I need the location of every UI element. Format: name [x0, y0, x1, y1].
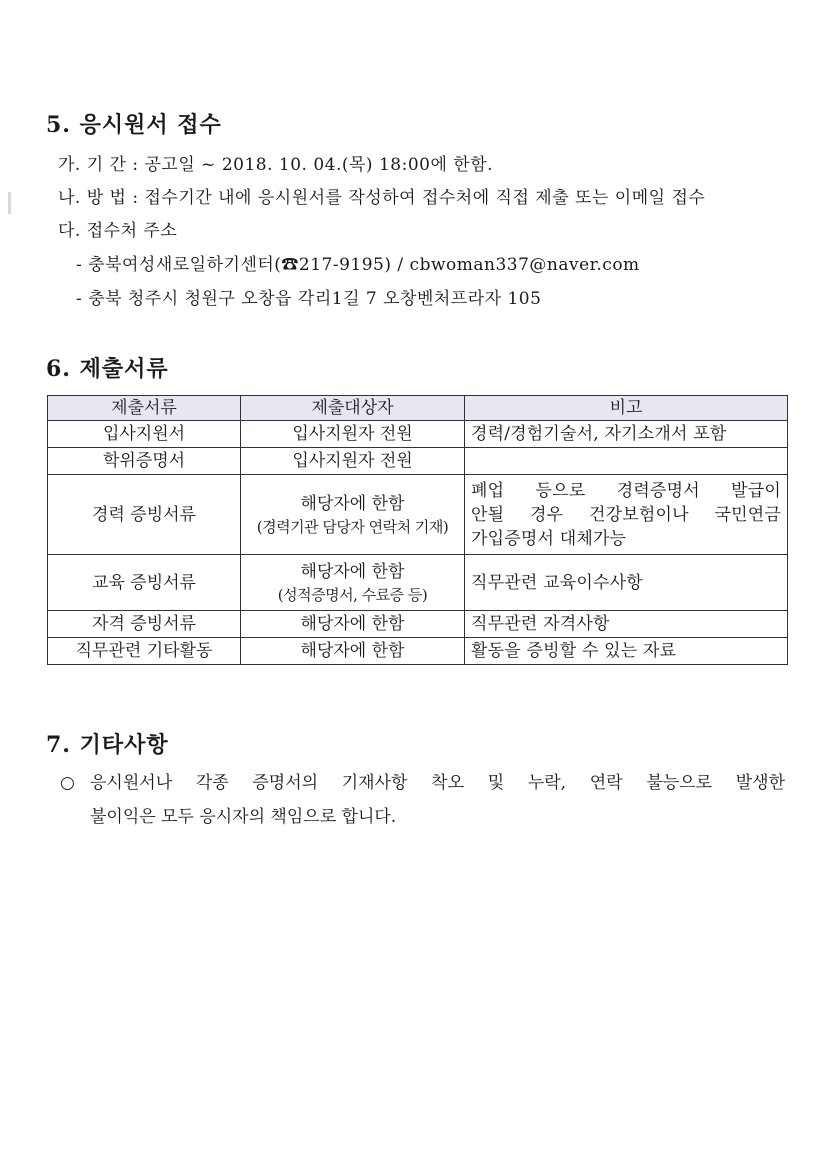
target-cell [241, 555, 465, 611]
doc-cell: 직무관련 기타활동 [48, 638, 241, 665]
table-row [48, 448, 788, 475]
target-cell: 입사지원자 전원 [241, 448, 465, 475]
target-sub: (경력기관 담당자 연락처 기재) [256, 517, 449, 536]
note-cell: 직무관련 교육이수사항 [465, 555, 788, 611]
documents-table [47, 395, 788, 665]
target-cell: 해당자에 한함 [241, 611, 465, 638]
scan-edge-mark [8, 192, 11, 214]
section5-address: - 충북 청주시 청원구 오창읍 각리1길 7 오창벤처프라자 105 [76, 289, 542, 309]
table-row [48, 638, 788, 665]
doc-cell: 자격 증빙서류 [48, 611, 241, 638]
section5-period: 가. 기 간 : 공고일 ~ 2018. 10. 04.(목) 18:00에 한함. [58, 155, 494, 175]
doc-cell: 입사지원서 [48, 421, 241, 448]
section5-heading: 5. 응시원서 접수 [46, 112, 222, 138]
note-cell: 경력/경험기술서, 자기소개서 포함 [465, 421, 788, 448]
note-cell: 직무관련 자격사항 [465, 611, 788, 638]
doc-cell: 교육 증빙서류 [48, 555, 241, 611]
note-cell [465, 448, 788, 475]
column-header: 제출서류 [48, 396, 241, 421]
section7-text-line: 응시원서나 각종 증명서의 기재사항 착오 및 누락, 연락 불능으로 발생한 [90, 773, 785, 793]
table-header-row [48, 396, 788, 421]
doc-cell: 학위증명서 [48, 448, 241, 475]
doc-cell: 경력 증빙서류 [48, 475, 241, 555]
note-line: 폐업 등으로 경력증명서 발급이 [471, 480, 781, 501]
section5-address-title: 다. 접수처 주소 [58, 221, 178, 241]
note-cell: 활동을 증빙할 수 있는 자료 [465, 638, 788, 665]
table-row [48, 475, 788, 555]
table-row [48, 555, 788, 611]
section6-heading: 6. 제출서류 [46, 356, 169, 382]
target-cell: 입사지원자 전원 [241, 421, 465, 448]
table-row [48, 421, 788, 448]
section5-contact: - 충북여성새로일하기센터(☎217-9195) / cbwoman337@naver.com [76, 255, 640, 275]
note-cell [465, 475, 788, 555]
circle-bullet-icon: ○ [60, 773, 75, 793]
target-sub: (성적증명서, 수료증 등) [277, 585, 428, 604]
section7-text-line: 불이익은 모두 응시자의 책임으로 합니다. [90, 807, 397, 827]
note-line: 가입증명서 대체가능 [471, 528, 627, 549]
table-row [48, 611, 788, 638]
target-cell: 해당자에 한함 [241, 638, 465, 665]
column-header: 제출대상자 [241, 396, 465, 421]
target-main: 해당자에 한함 [300, 493, 405, 514]
note-line: 안될 경우 건강보험이나 국민연금 [471, 504, 781, 525]
section5-method: 나. 방 법 : 접수기간 내에 응시원서를 작성하여 접수처에 직접 제출 또는 이메일 접수 [58, 188, 706, 208]
target-cell [241, 475, 465, 555]
target-main: 해당자에 한함 [300, 561, 405, 582]
column-header: 비고 [465, 396, 788, 421]
section7-heading: 7. 기타사항 [46, 732, 169, 758]
